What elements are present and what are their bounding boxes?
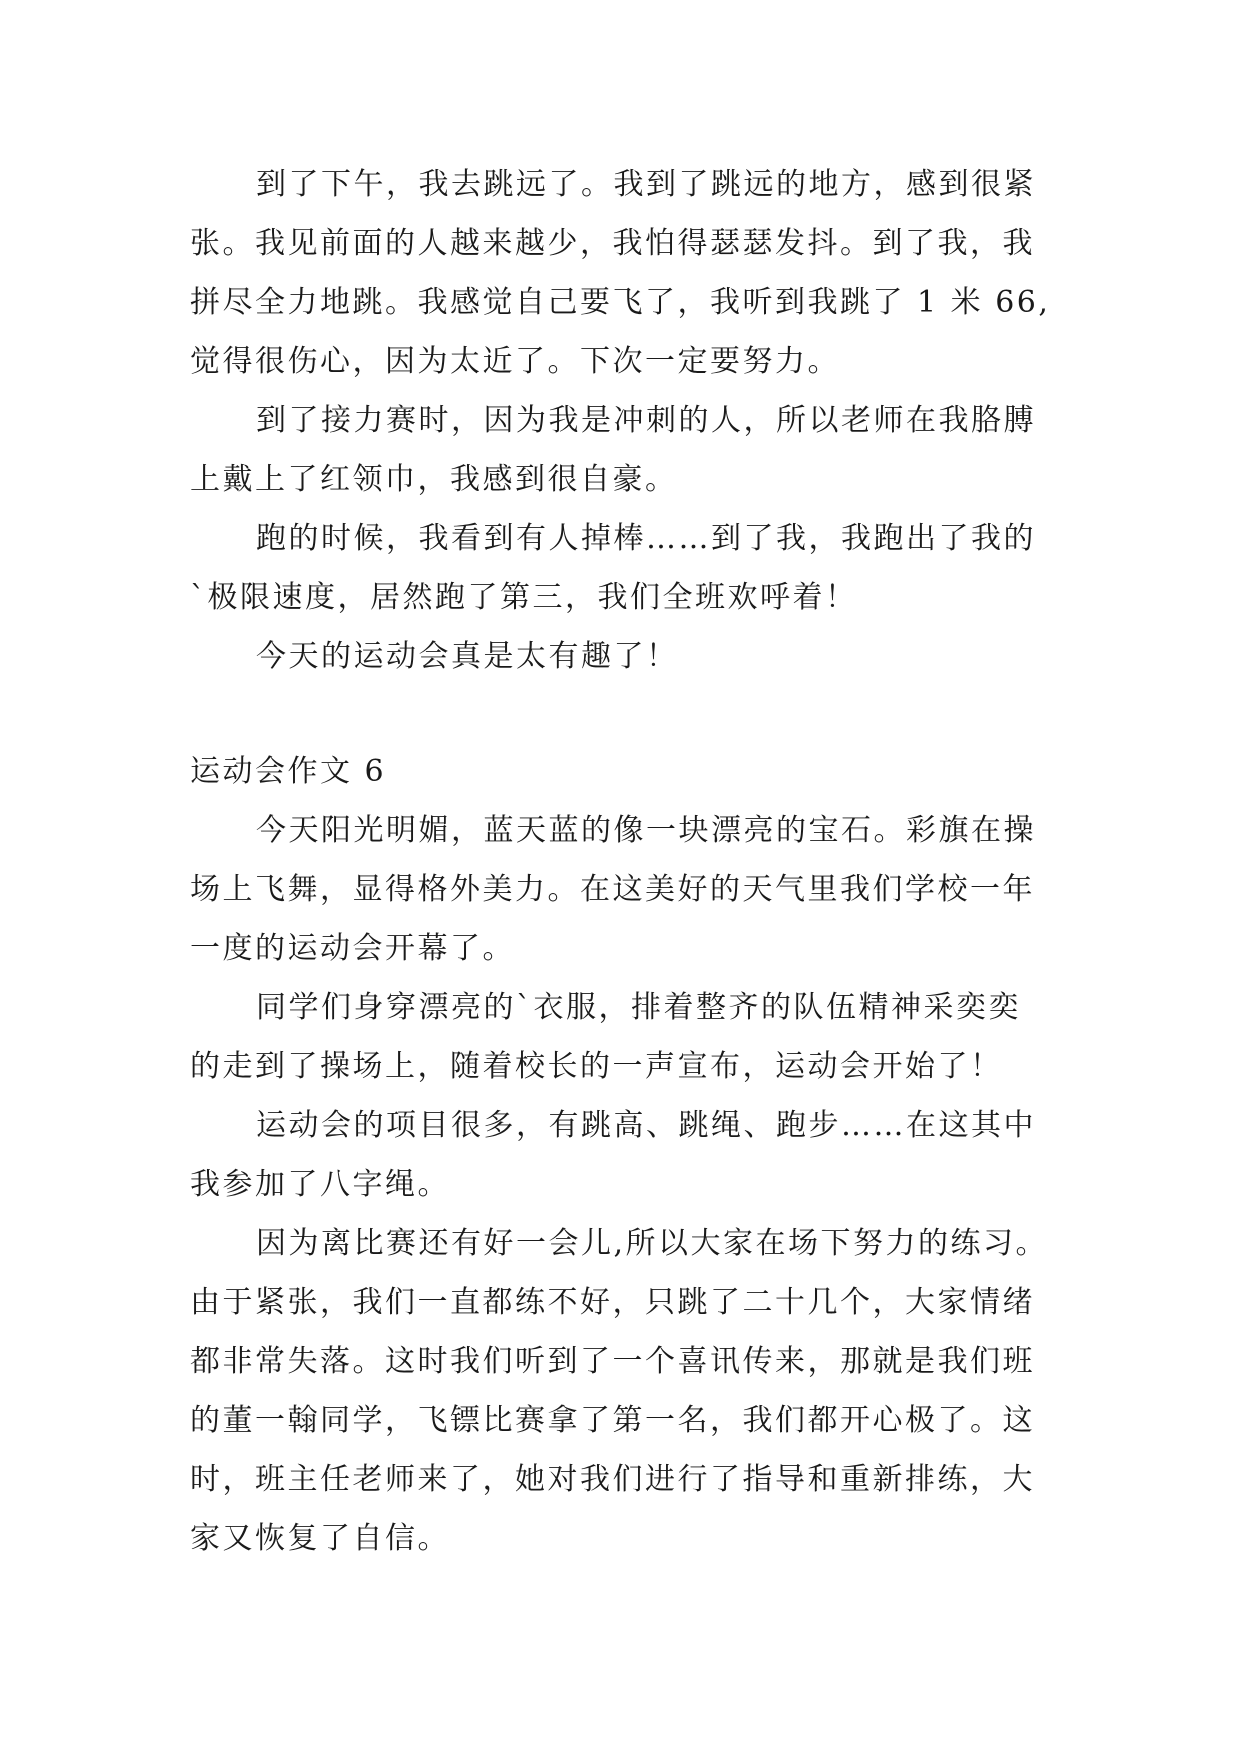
paragraph-line: 张。我见前面的人越来越少，我怕得瑟瑟发抖。到了我，我: [190, 226, 1035, 261]
paragraph-line: 时，班主任老师来了，她对我们进行了指导和重新排练，大: [190, 1462, 1035, 1497]
paragraph-line: 家又恢复了自信。: [190, 1521, 450, 1556]
paragraph-line: 到了接力赛时，因为我是冲刺的人，所以老师在我胳膊: [256, 403, 1036, 438]
paragraph-line: 场上飞舞，显得格外美力。在这美好的天气里我们学校一年: [190, 872, 1035, 907]
paragraph-line: 我参加了八字绳。: [190, 1167, 450, 1202]
paragraph-line: 今天阳光明媚，蓝天蓝的像一块漂亮的宝石。彩旗在操: [256, 813, 1036, 848]
paragraph-line: 今天的运动会真是太有趣了！: [256, 639, 679, 674]
paragraph-line: 都非常失落。这时我们听到了一个喜讯传来，那就是我们班: [190, 1344, 1035, 1379]
paragraph-line: 觉得很伤心，因为太近了。下次一定要努力。: [190, 344, 840, 379]
paragraph-line: 到了下午，我去跳远了。我到了跳远的地方，感到很紧: [256, 167, 1036, 202]
paragraph-line: 运动会的项目很多，有跳高、跳绳、跑步……在这其中: [256, 1108, 1036, 1143]
paragraph-line: 的走到了操场上，随着校长的一声宣布，运动会开始了！: [190, 1049, 1003, 1084]
paragraph-line: 同学们身穿漂亮的`衣服，排着整齐的队伍精神采奕奕: [256, 990, 1021, 1025]
paragraph-line: 跑的时候，我看到有人掉棒……到了我，我跑出了我的: [256, 521, 1036, 556]
paragraph-line: `极限速度，居然跑了第三，我们全班欢呼着！: [190, 580, 858, 615]
paragraph-line: 上戴上了红领巾，我感到很自豪。: [190, 462, 678, 497]
section-title: 运动会作文 6: [190, 754, 387, 789]
paragraph-line: 由于紧张，我们一直都练不好，只跳了二十几个，大家情绪: [190, 1285, 1035, 1320]
paragraph-line: 因为离比赛还有好一会儿,所以大家在场下努力的练习。: [256, 1226, 1049, 1261]
paragraph-line: 的董一翰同学，飞镖比赛拿了第一名，我们都开心极了。这: [190, 1403, 1035, 1438]
paragraph-line: 一度的运动会开幕了。: [190, 931, 515, 966]
paragraph-line: 拼尽全力地跳。我感觉自己要飞了，我听到我跳了 1 米 66,: [190, 285, 1051, 320]
